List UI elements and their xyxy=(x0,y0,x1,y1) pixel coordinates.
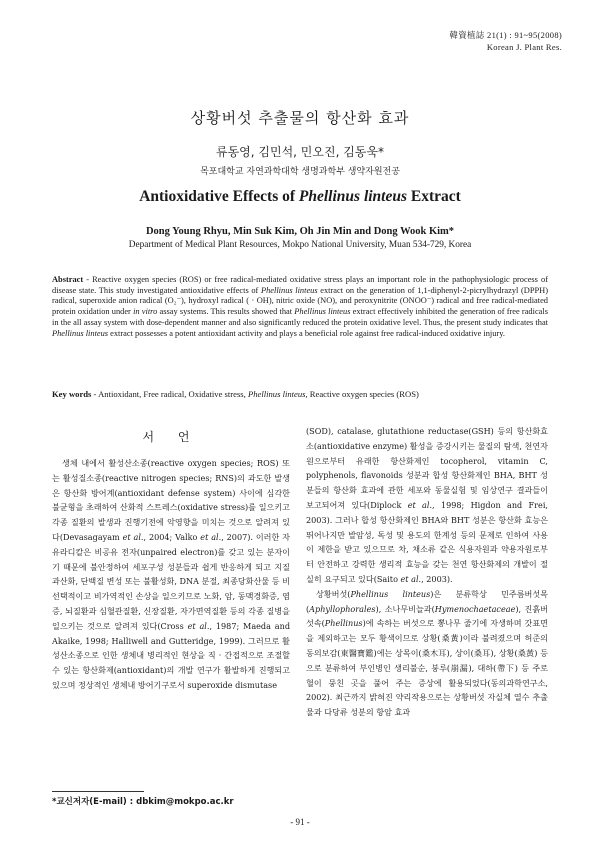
body-italic: et al. xyxy=(187,620,210,631)
abstract-text: - Reactive oxygen species (ROS) or free radical-mediated oxidative stress plays an important role in the pathophysiologic process of disease state. This study investigated antioxidative effects of xyxy=(52,275,548,295)
abstract-italic: in vitro xyxy=(133,307,158,317)
abstract xyxy=(52,275,548,339)
keywords-label: Key words xyxy=(52,389,92,399)
body-italic: et al. xyxy=(407,499,433,510)
keywords-italic: Phellinus linteus xyxy=(247,389,306,399)
journal-citation: 韓資植誌 21(1) : 91~95(2008) xyxy=(449,30,562,40)
korean-title: 상황버섯 추출물의 항산화 효과 xyxy=(190,109,410,127)
english-title xyxy=(0,188,600,206)
keywords xyxy=(52,389,548,399)
keywords-text: - Antioxidant, Free radical, Oxidative stress, xyxy=(91,389,248,399)
body-text: )은 분류학상 민주름버섯목( xyxy=(306,588,548,614)
keywords-text: , Reactive oxygen species (ROS) xyxy=(305,389,419,399)
body-text: , 2004; Valko xyxy=(143,531,201,542)
abstract-text: extract on the generation of 1,1-diphenyl-2-picrylhydrazyl (DPPH) radical, superoxide anion radical (O₂⁻), hydroxyl radical ( · OH), nitric oxide (NO), and peroxynitrite (ONOO⁻) radical and free radical-mediated protein oxidation under xyxy=(52,285,548,317)
body-italic: et al. xyxy=(200,531,222,542)
abstract-text: assay systems. This results showed that xyxy=(157,307,295,317)
body-text: , 1998; Higdon and Frei, 2003). 그러나 합성 항산화제인 BHA와 BHT 성분은 항산화 효능은 뛰어나지만 발암성, 독성 및 용도의 한계성 등의 문제로 인하여 사용이 제한을 받고 있으므로 차, 채소류 같은 식용자원과 약용자원로부터 안전하고 강력한 생리적 효능을 갖는 천연 항산화제의 개발이 절실히 요구되고 있다(Saito xyxy=(306,499,548,584)
body-italic: Phellinus linteus xyxy=(350,588,431,599)
english-title-post: Extract xyxy=(407,188,461,205)
body-text: , 2003). xyxy=(421,573,453,584)
footnote-rule xyxy=(52,791,144,792)
body-italic: Phellinus xyxy=(324,618,363,629)
body-text: (SOD), catalase, glutathione reductase(GSH) 등의 항산화효소(antioxidative enzyme) 활성을 증강시키는 물질의 탐색, 천연자원으로부터 유래한 항산화제인 tocopherol, vitamin C, polyphenols, flavonoids 성분과 합성 항산화제인 BHA, BHT 성분들의 항산화 효과에 관한 세포와 동물실험 및 임상연구 결과들이 보고되어져 있다(Diplock xyxy=(306,426,548,510)
english-affiliation: Department of Medical Plant Resources, Mokpo National University, Muan 534-729, Korea xyxy=(128,240,472,250)
korean-affiliation: 목포대학교 자연과학대학 생명과학부 생약자원전공 xyxy=(200,167,400,177)
body-text: , 2007). 이러한 자유라디칼은 비공유 전자(unpaired electron)를 갖고 있는 분자이기 때문에 불안정하여 세포구성 성분들과 쉽게 반응하게 되고 지질 과산화, 단백질 변성 또는 불활성화, DNA 분절, 최종당화산물 등 비선택적이고 비가역적인 손상을 일으키므로 노화, 암, 동맥경화증, 염증, 뇌질환과 심혈관질환, 신장질환, 자가면역질환 등의 각종 질병을 일으키는 것으로 알려져 있다(Cross xyxy=(52,531,290,631)
body-text: 생체 내에서 활성산소종(reactive oxygen species; ROS) 또는 활성질소종(reactive nitrogen species; RNS)의 과도한 발생은 항산화 방어계(antioxidant defense system) 사이에 심각한 불균형을 초래하여 산화적 스트레스(oxidative stress)를 일으키고 각종 질환의 발생과 진행기전에 악영향을 미치는 것으로 알려져 있다(Devasagayam xyxy=(52,458,290,542)
section-heading: 서 언 xyxy=(142,430,200,444)
body-italic: Aphyllophorales xyxy=(309,603,376,614)
page-number: - 91 - xyxy=(290,817,310,827)
journal-header xyxy=(449,29,562,53)
body-text: ), 진흙버섯속( xyxy=(306,603,549,629)
abstract-text: extract possesses a potent antioxidant activity and plays a beneficial role against free radical-induced oxidative injury. xyxy=(108,328,505,338)
body-paragraph xyxy=(52,456,290,693)
korean-authors: 류동영, 김민석, 민오진, 김동욱* xyxy=(216,145,384,159)
body-text: )에 속하는 버섯으로 뽕나무 줄기에 자생하며 갓표면을 제외하고는 모두 황색이므로 상황(桑黃)이라 불려졌으며 허준의 동의보감(東醫寶鑑)에는 상목이(桑木耳), 상이(桑耳), 상황(桑黃) 등으로 분류하여 부인병인 생리불순, 붕루(崩漏), 대하(帶下) 등 주로 혈이 뭉친 곳을 풀어 주는 증상에 활용되었다(동의과학연구소, 2002). 최근까지 밝혀진 약리작용으로는 상황버섯 자실체 열수 추출물과 다당류 성분의 항암 효과 xyxy=(306,618,548,718)
body-paragraph xyxy=(306,587,548,720)
corresponding-author-footnote: *교신저자(E-mail) : dbkim@mokpo.ac.kr xyxy=(52,797,234,807)
english-title-pre: Antioxidative Effects of xyxy=(139,188,299,205)
body-column-right xyxy=(306,424,548,720)
body-text: ), 소나무비늘과( xyxy=(375,603,435,614)
body-italic: Hymenochaetaceae xyxy=(434,603,516,614)
body-italic: et al. xyxy=(400,573,422,584)
abstract-italic: Phellinus linteus xyxy=(294,307,351,317)
journal-name: Korean J. Plant Res. xyxy=(486,42,562,52)
abstract-italic: Phellinus linteus xyxy=(261,285,318,295)
body-text: 상황버섯( xyxy=(316,588,351,599)
english-title-species: Phellinus linteus xyxy=(298,188,408,205)
body-paragraph xyxy=(306,424,548,587)
body-italic: et al. xyxy=(122,531,144,542)
body-text: , 1987; Maeda and Akaike, 1998; Halliwell and Gutteridge, 1999). 그러므로 활성산소종으로 인한 생체내 병리적인 현상을 직 · 간접적으로 조절할 수 있는 항산화제(antioxidant)의 개발 연구가 활발하게 진행되고 있으며 정상적인 생체내 방어기구로서 superoxide dismutase xyxy=(52,620,290,690)
abstract-italic: Phellinus linteus xyxy=(52,328,109,338)
abstract-label: Abstract xyxy=(52,275,84,284)
english-authors: Dong Young Rhyu, Min Suk Kim, Oh Jin Min and Dong Wook Kim* xyxy=(145,226,455,237)
body-column-left xyxy=(52,456,290,693)
abstract-text: extract effectively inhibited the generation of free radicals in the all assay system with dose-dependent manner and also significantly reduced the protein oxidative level. Thus, the present study indicates that xyxy=(52,307,548,327)
